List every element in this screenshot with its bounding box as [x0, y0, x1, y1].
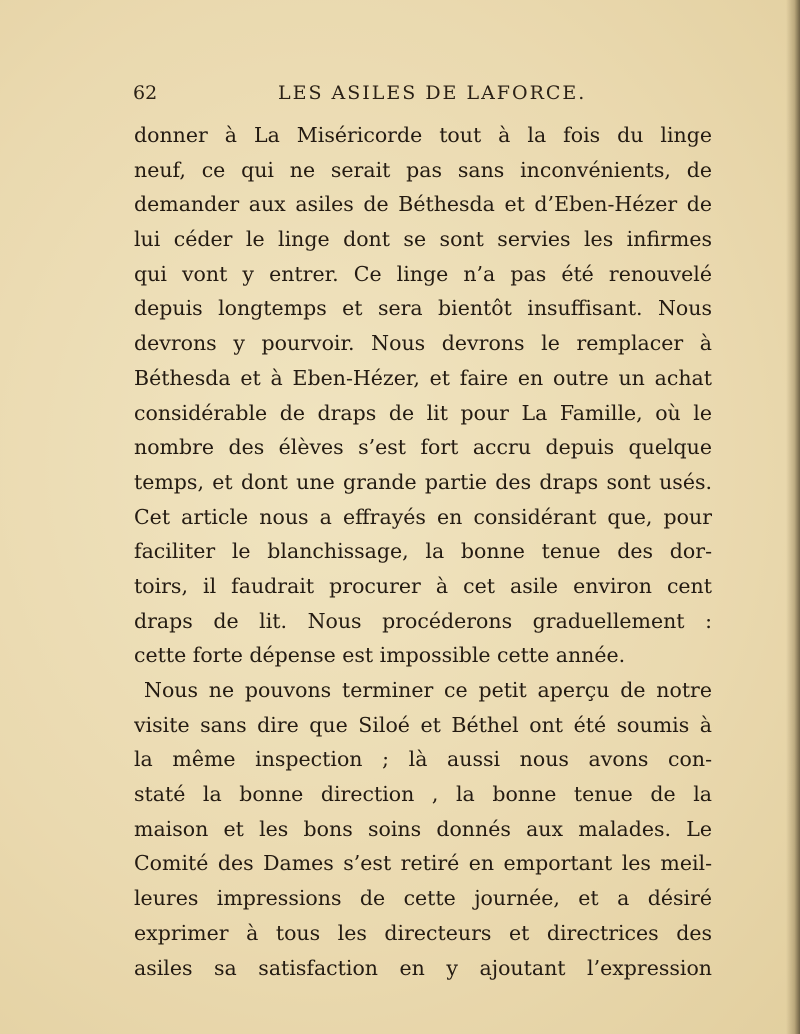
text-line-13: faciliter le blanchissage, la bonne tenue des dor-: [134, 539, 712, 564]
running-head: LES ASILES DE LAFORCE.: [278, 82, 587, 104]
text-line-2: neuf, ce qui ne serait pas sans inconvénients, de: [134, 157, 712, 182]
page-header: [133, 82, 713, 108]
text-line-3: demander aux asiles de Béthesda et d’Eben-Hézer de: [134, 192, 712, 217]
text-line-8: Béthesda et à Eben-Hézer, et faire en outre un achat: [134, 365, 712, 390]
text-line-15: draps de lit. Nous procéderons graduellement :: [134, 608, 712, 633]
text-line-5: qui vont y entrer. Ce linge n’a pas été renouvelé: [134, 261, 712, 286]
text-line-21: maison et les bons soins donnés aux malades. Le: [134, 816, 712, 841]
text-line-7: devrons y pourvoir. Nous devrons le remplacer à: [134, 331, 712, 356]
text-line-17: Nous ne pouvons terminer ce petit aperçu de notre: [144, 678, 712, 702]
text-line-11: temps, et dont une grande partie des draps sont usés.: [134, 469, 712, 494]
text-line-25: asiles sa satisfaction en y ajoutant l’expression: [134, 955, 712, 980]
text-line-18: visite sans dire que Siloé et Béthel ont été soumis à: [134, 712, 712, 737]
text-line-4: lui céder le linge dont se sont servies les infirmes: [134, 227, 712, 252]
text-line-6: depuis longtemps et sera bientôt insuffisant. Nous: [134, 296, 712, 321]
text-line-1: donner à La Miséricorde tout à la fois du linge: [134, 123, 712, 147]
text-line-22: Comité des Dames s’est retiré en emportant les meil-: [134, 851, 712, 876]
text-line-9: considérable de draps de lit pour La Famille, où le: [134, 400, 712, 425]
text-line-16: cette forte dépense est impossible cette année.: [134, 643, 626, 668]
body-text: [134, 118, 712, 985]
text-line-19: la même inspection ; là aussi nous avons con-: [134, 747, 712, 772]
text-line-12: Cet article nous a effrayés en considérant que, pour: [134, 504, 712, 529]
text-line-10: nombre des élèves s’est fort accru depuis quelque: [134, 435, 712, 460]
text-line-23: leures impressions de cette journée, et a désiré: [134, 886, 712, 911]
page-edge-shadow: [786, 0, 800, 1034]
page-number: 62: [133, 82, 158, 104]
text-line-14: toirs, il faudrait procurer à cet asile environ cent: [134, 573, 712, 598]
text-line-24: exprimer à tous les directeurs et directrices des: [134, 920, 712, 945]
text-line-20: staté la bonne direction , la bonne tenue de la: [134, 782, 712, 807]
